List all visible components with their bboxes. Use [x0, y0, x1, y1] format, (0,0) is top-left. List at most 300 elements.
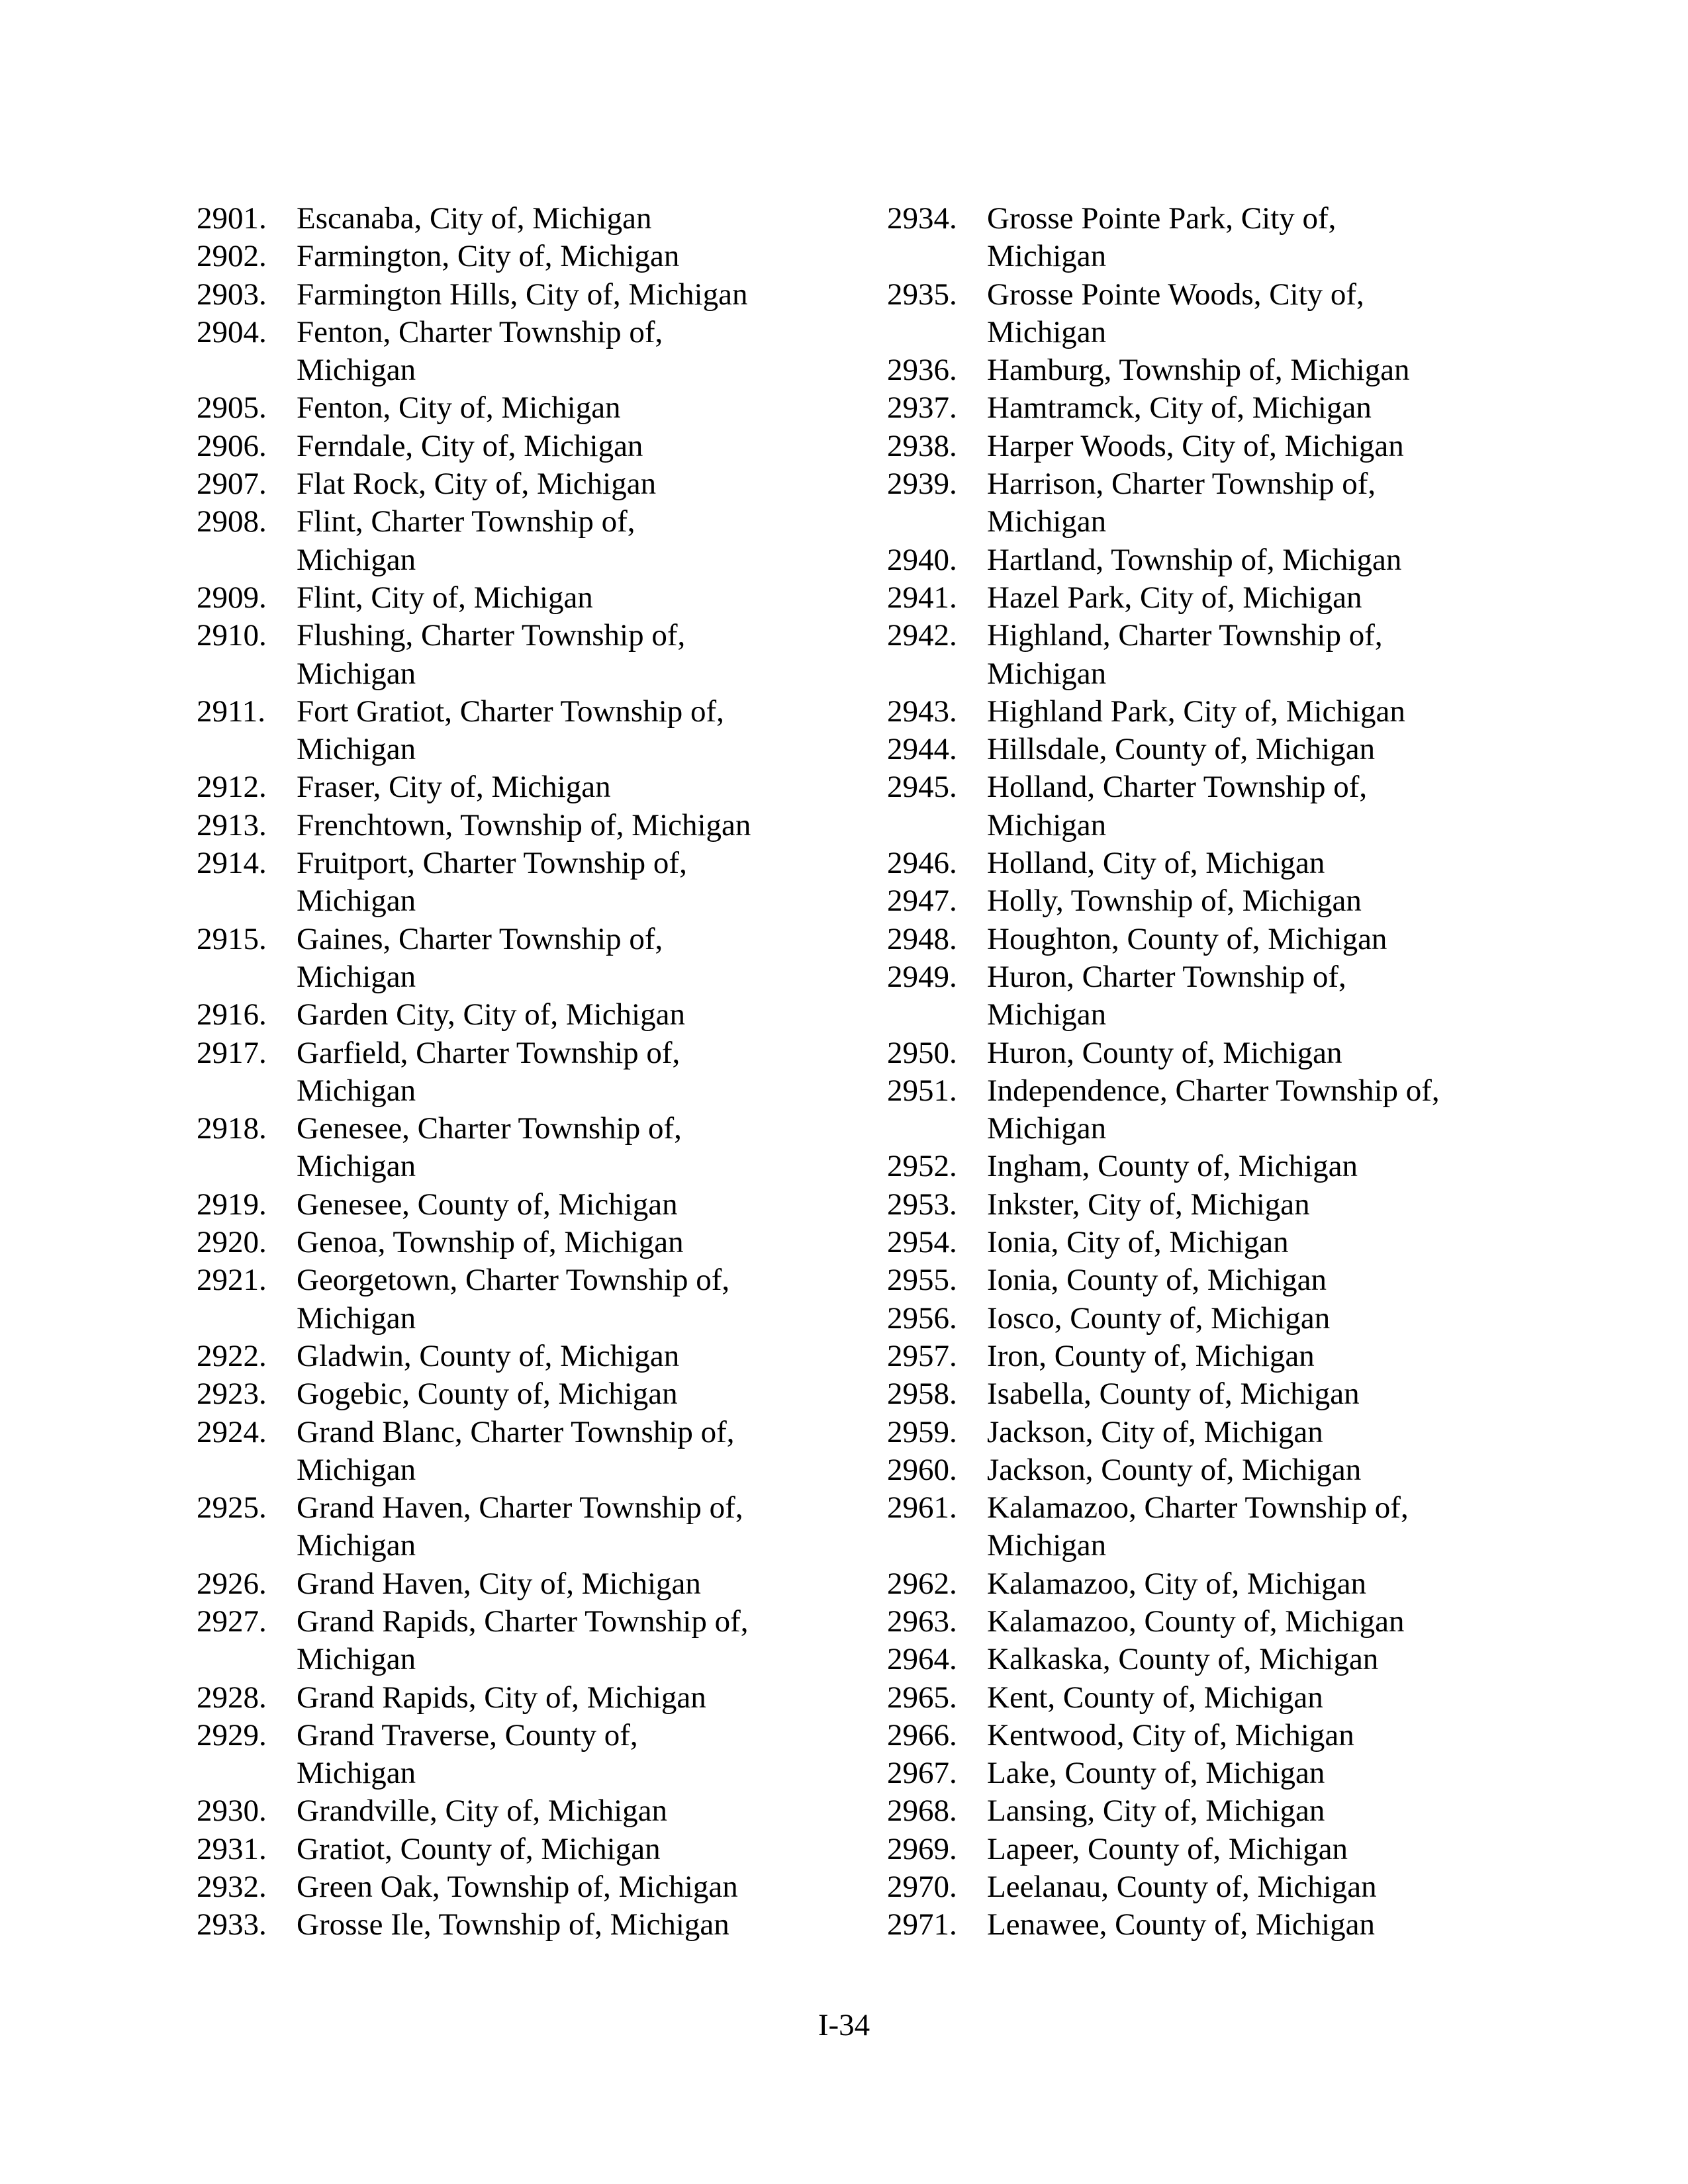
entry-line: Ferndale, City of, Michigan [297, 428, 643, 463]
entry-number: 2943. [887, 694, 957, 729]
entry-name [987, 1148, 1569, 1185]
entry-line: Michigan [297, 1149, 416, 1184]
entry-line: Gaines, Charter Township of, [297, 921, 663, 956]
entry-name [987, 1792, 1569, 1830]
entry-name [297, 1489, 878, 1565]
entry-name [987, 617, 1569, 693]
entry-number: 2949. [887, 959, 957, 994]
entry-number: 2912. [197, 770, 267, 805]
entry-name [297, 428, 878, 465]
entry-line: Michigan [987, 314, 1107, 349]
list-item [887, 1754, 1569, 1792]
list-item [197, 1414, 878, 1490]
entry-line: Michigan [297, 1452, 416, 1487]
entry-number: 2916. [197, 997, 267, 1032]
list-item [887, 844, 1569, 882]
page-number: I-34 [818, 2008, 870, 2042]
entry-number: 2909. [197, 580, 267, 615]
entry-number: 2902. [197, 239, 267, 274]
entry-number: 2955. [887, 1263, 957, 1298]
entry-number: 2918. [197, 1111, 267, 1146]
entry-line: Michigan [987, 656, 1107, 691]
entry-number: 2958. [887, 1377, 957, 1412]
list-item [197, 1224, 878, 1261]
entry-line: Ingham, County of, Michigan [987, 1149, 1358, 1184]
entry-name [297, 1034, 878, 1111]
list-item [887, 465, 1569, 541]
list-item [197, 238, 878, 275]
entry-number: 2928. [197, 1680, 267, 1715]
entry-line: Hamtramck, City of, Michigan [987, 390, 1372, 426]
entry-line: Grand Rapids, City of, Michigan [297, 1680, 706, 1715]
entry-line: Frenchtown, Township of, Michigan [297, 807, 751, 842]
entry-line: Michigan [297, 1300, 416, 1336]
entry-line: Highland Park, City of, Michigan [987, 694, 1405, 729]
list-item [197, 503, 878, 579]
entry-name [297, 1717, 878, 1793]
entry-number: 2942. [887, 618, 957, 653]
entry-number: 2959. [887, 1414, 957, 1449]
entry-number: 2935. [887, 277, 957, 312]
entry-number: 2926. [197, 1566, 267, 1601]
list-item [887, 1072, 1569, 1148]
list-item [197, 768, 878, 806]
entry-number: 2914. [197, 846, 267, 881]
entry-number: 2952. [887, 1149, 957, 1184]
list-item [197, 389, 878, 427]
entry-line: Huron, Charter Township of, [987, 959, 1346, 994]
list-item [887, 1338, 1569, 1375]
entry-line: Kentwood, City of, Michigan [987, 1717, 1354, 1752]
entry-line: Hartland, Township of, Michigan [987, 542, 1402, 577]
left-column [197, 200, 878, 1944]
list-item [197, 579, 878, 617]
entry-name [987, 1603, 1569, 1641]
list-item [887, 1717, 1569, 1754]
entry-number: 2907. [197, 467, 267, 502]
entry-line: Flushing, Charter Township of, [297, 618, 686, 653]
entry-line: Iron, County of, Michigan [987, 1338, 1315, 1373]
entry-name [297, 389, 878, 427]
entry-line: Kent, County of, Michigan [987, 1680, 1323, 1715]
list-item [887, 1451, 1569, 1489]
list-item [887, 693, 1569, 731]
entry-number: 2919. [197, 1187, 267, 1222]
entry-number: 2903. [197, 277, 267, 312]
entry-number: 2910. [197, 618, 267, 653]
entry-number: 2933. [197, 1907, 267, 1942]
entry-number: 2969. [887, 1831, 957, 1866]
entry-number: 2962. [887, 1566, 957, 1601]
list-item [887, 1375, 1569, 1413]
entry-name [987, 1072, 1569, 1148]
entry-number: 2908. [197, 504, 267, 539]
entry-name [297, 276, 878, 314]
entry-name [297, 1261, 878, 1338]
entry-name [987, 1338, 1569, 1375]
entry-name [987, 1717, 1569, 1754]
entry-line: Gladwin, County of, Michigan [297, 1338, 680, 1373]
entry-line: Isabella, County of, Michigan [987, 1377, 1360, 1412]
entry-number: 2966. [887, 1717, 957, 1752]
entry-line: Genesee, County of, Michigan [297, 1187, 678, 1222]
entry-line: Michigan [297, 542, 416, 577]
entry-line: Grosse Pointe Woods, City of, [987, 277, 1364, 312]
entry-number: 2964. [887, 1642, 957, 1677]
entry-number: 2917. [197, 1035, 267, 1070]
list-item [887, 351, 1569, 389]
entry-number: 2905. [197, 390, 267, 426]
list-item [197, 807, 878, 844]
entry-number: 2911. [197, 694, 266, 729]
entry-line: Fort Gratiot, Charter Township of, [297, 694, 724, 729]
list-item [887, 1148, 1569, 1185]
entry-line: Michigan [297, 884, 416, 919]
entry-line: Jackson, County of, Michigan [987, 1452, 1362, 1487]
entry-number: 2931. [197, 1831, 267, 1866]
list-item [887, 1641, 1569, 1678]
entry-line: Hamburg, Township of, Michigan [987, 353, 1410, 388]
entry-name [297, 996, 878, 1034]
list-item [197, 1792, 878, 1830]
entry-number: 2957. [887, 1338, 957, 1373]
entry-number: 2940. [887, 542, 957, 577]
list-item [197, 314, 878, 390]
list-item [197, 1565, 878, 1603]
list-item [197, 1110, 878, 1186]
entry-number: 2906. [197, 428, 267, 463]
entry-name [987, 200, 1569, 276]
entry-name [297, 200, 878, 238]
entry-name [987, 1641, 1569, 1678]
entry-line: Michigan [297, 1642, 416, 1677]
entry-name [987, 1414, 1569, 1451]
entry-line: Holly, Township of, Michigan [987, 884, 1362, 919]
entry-name [297, 1906, 878, 1944]
list-item [887, 1792, 1569, 1830]
list-item [197, 1186, 878, 1224]
list-item [887, 1603, 1569, 1641]
entry-line: Michigan [987, 504, 1107, 539]
list-item [887, 882, 1569, 920]
list-item [887, 389, 1569, 427]
entry-line: Farmington Hills, City of, Michigan [297, 277, 748, 312]
list-item [197, 1679, 878, 1717]
entry-line: Holland, Charter Township of, [987, 770, 1368, 805]
list-item [887, 921, 1569, 958]
entry-number: 2967. [887, 1756, 957, 1791]
entry-line: Fruitport, Charter Township of, [297, 846, 687, 881]
entry-name [987, 731, 1569, 768]
entry-number: 2932. [197, 1870, 267, 1905]
entry-number: 2963. [887, 1604, 957, 1639]
entry-name [987, 844, 1569, 882]
right-column [887, 200, 1569, 1944]
entry-line: Fenton, Charter Township of, [297, 314, 663, 349]
entry-line: Michigan [297, 1528, 416, 1563]
entry-line: Michigan [987, 239, 1107, 274]
entry-line: Lake, County of, Michigan [987, 1756, 1325, 1791]
entry-name [297, 1110, 878, 1186]
entry-line: Michigan [297, 959, 416, 994]
entry-line: Iosco, County of, Michigan [987, 1300, 1331, 1336]
list-item [887, 579, 1569, 617]
entry-number: 2945. [887, 770, 957, 805]
entry-number: 2927. [197, 1604, 267, 1639]
list-item [197, 1603, 878, 1679]
entry-name [987, 1868, 1569, 1906]
entry-number: 2920. [197, 1225, 267, 1260]
entry-line: Harper Woods, City of, Michigan [987, 428, 1404, 463]
entry-line: Leelanau, County of, Michigan [987, 1870, 1377, 1905]
entry-name [987, 1451, 1569, 1489]
list-item [197, 200, 878, 238]
list-item [197, 1906, 878, 1944]
entry-name [297, 1679, 878, 1717]
entry-name [297, 314, 878, 390]
entry-name [297, 1603, 878, 1679]
entry-line: Grosse Ile, Township of, Michigan [297, 1907, 729, 1942]
entry-number: 2921. [197, 1263, 267, 1298]
entry-line: Inkster, City of, Michigan [987, 1187, 1310, 1222]
entry-line: Michigan [297, 1073, 416, 1108]
entry-name [987, 1754, 1569, 1792]
entry-line: Michigan [297, 1756, 416, 1791]
entry-name [987, 1186, 1569, 1224]
list-item [197, 617, 878, 693]
entry-line: Kalamazoo, County of, Michigan [987, 1604, 1405, 1639]
entry-name [297, 465, 878, 503]
entry-number: 2938. [887, 428, 957, 463]
entry-line: Michigan [297, 353, 416, 388]
entry-number: 2941. [887, 580, 957, 615]
entry-line: Fraser, City of, Michigan [297, 770, 611, 805]
entry-line: Grand Rapids, Charter Township of, [297, 1604, 749, 1639]
entry-number: 2947. [887, 884, 957, 919]
entry-name [987, 921, 1569, 958]
entry-line: Garfield, Charter Township of, [297, 1035, 680, 1070]
entry-name [297, 1792, 878, 1830]
entry-number: 2924. [197, 1414, 267, 1449]
entry-name [297, 768, 878, 806]
entry-line: Michigan [987, 807, 1107, 842]
entry-name [987, 1224, 1569, 1261]
list-item [197, 844, 878, 921]
entry-name [987, 428, 1569, 465]
entry-name [297, 1414, 878, 1490]
list-item [197, 1261, 878, 1338]
list-item [887, 1565, 1569, 1603]
list-item [887, 731, 1569, 768]
entry-number: 2946. [887, 846, 957, 881]
entry-line: Grand Haven, City of, Michigan [297, 1566, 701, 1601]
entry-line: Flint, City of, Michigan [297, 580, 593, 615]
entry-line: Jackson, City of, Michigan [987, 1414, 1323, 1449]
entry-number: 2913. [197, 807, 267, 842]
entry-number: 2954. [887, 1225, 957, 1260]
entry-line: Lenawee, County of, Michigan [987, 1907, 1376, 1942]
list-item [887, 1489, 1569, 1565]
entry-name [987, 958, 1569, 1034]
entry-line: Independence, Charter Township of, [987, 1073, 1440, 1108]
entry-name [987, 1679, 1569, 1717]
entry-line: Gogebic, County of, Michigan [297, 1377, 678, 1412]
entry-name [297, 1831, 878, 1868]
list-item [887, 276, 1569, 352]
list-item [197, 276, 878, 314]
list-item [887, 1034, 1569, 1072]
entry-name [987, 1261, 1569, 1299]
list-item [887, 1414, 1569, 1451]
entry-number: 2922. [197, 1338, 267, 1373]
entry-name [987, 541, 1569, 579]
entry-name [297, 617, 878, 693]
entry-line: Houghton, County of, Michigan [987, 921, 1387, 956]
entry-line: Gratiot, County of, Michigan [297, 1831, 661, 1866]
entry-name [297, 1186, 878, 1224]
entry-number: 2968. [887, 1794, 957, 1829]
list-item [887, 1679, 1569, 1717]
entry-line: Grand Haven, Charter Township of, [297, 1490, 743, 1525]
entry-line: Kalkaska, County of, Michigan [987, 1642, 1379, 1677]
entry-line: Highland, Charter Township of, [987, 618, 1383, 653]
list-item [197, 693, 878, 769]
entry-number: 2925. [197, 1490, 267, 1525]
list-item [197, 1831, 878, 1868]
list-item [887, 768, 1569, 844]
entry-line: Grosse Pointe Park, City of, [987, 201, 1336, 236]
entry-name [987, 465, 1569, 541]
entry-line: Flint, Charter Township of, [297, 504, 635, 539]
entry-number: 2961. [887, 1490, 957, 1525]
entry-number: 2923. [197, 1377, 267, 1412]
list-item [197, 1868, 878, 1906]
entry-name [297, 807, 878, 844]
list-item [887, 1831, 1569, 1868]
entry-line: Huron, County of, Michigan [987, 1035, 1342, 1070]
entry-name [987, 351, 1569, 389]
entry-number: 2934. [887, 201, 957, 236]
entry-number: 2951. [887, 1073, 957, 1108]
entry-name [987, 579, 1569, 617]
entry-name [987, 768, 1569, 844]
list-item [197, 1338, 878, 1375]
entry-line: Ionia, County of, Michigan [987, 1263, 1327, 1298]
entry-name [987, 1831, 1569, 1868]
list-item [887, 200, 1569, 276]
entry-name [987, 1375, 1569, 1413]
entry-number: 2939. [887, 467, 957, 502]
list-item [197, 996, 878, 1034]
entry-line: Kalamazoo, Charter Township of, [987, 1490, 1409, 1525]
entry-name [987, 1489, 1569, 1565]
entry-name [987, 1300, 1569, 1338]
entry-number: 2901. [197, 201, 267, 236]
list-item [197, 921, 878, 997]
entry-number: 2936. [887, 353, 957, 388]
entry-line: Grandville, City of, Michigan [297, 1794, 667, 1829]
entry-number: 2950. [887, 1035, 957, 1070]
entry-number: 2965. [887, 1680, 957, 1715]
entry-line: Grand Traverse, County of, [297, 1717, 638, 1752]
entry-line: Ionia, City of, Michigan [987, 1225, 1289, 1260]
list-item [887, 1224, 1569, 1261]
list-item [887, 1906, 1569, 1944]
entry-line: Michigan [297, 732, 416, 767]
entry-number: 2956. [887, 1300, 957, 1336]
entry-line: Garden City, City of, Michigan [297, 997, 685, 1032]
entry-number: 2953. [887, 1187, 957, 1222]
entry-line: Lansing, City of, Michigan [987, 1794, 1325, 1829]
entry-number: 2904. [197, 314, 267, 349]
entry-name [297, 1375, 878, 1413]
entry-line: Michigan [987, 1528, 1107, 1563]
entry-name [297, 1868, 878, 1906]
entry-line: Fenton, City of, Michigan [297, 390, 621, 426]
list-item [197, 1717, 878, 1793]
entry-line: Grand Blanc, Charter Township of, [297, 1414, 735, 1449]
entry-name [987, 276, 1569, 352]
entry-number: 2929. [197, 1717, 267, 1752]
entry-line: Genoa, Township of, Michigan [297, 1225, 684, 1260]
list-item [887, 1186, 1569, 1224]
entry-name [297, 693, 878, 769]
entry-number: 2970. [887, 1870, 957, 1905]
entry-line: Georgetown, Charter Township of, [297, 1263, 730, 1298]
entry-name [297, 1565, 878, 1603]
entry-line: Kalamazoo, City of, Michigan [987, 1566, 1366, 1601]
entry-line: Hillsdale, County of, Michigan [987, 732, 1376, 767]
list-item [887, 1261, 1569, 1299]
entry-number: 2915. [197, 921, 267, 956]
entry-line: Escanaba, City of, Michigan [297, 201, 652, 236]
entry-name [297, 503, 878, 579]
list-item [887, 541, 1569, 579]
entry-name [987, 389, 1569, 427]
entry-name [297, 238, 878, 275]
entry-number: 2930. [197, 1794, 267, 1829]
entry-name [987, 693, 1569, 731]
entry-number: 2960. [887, 1452, 957, 1487]
list-item [887, 958, 1569, 1034]
entry-name [987, 1906, 1569, 1944]
list-item [197, 1489, 878, 1565]
entry-number: 2948. [887, 921, 957, 956]
entry-line: Michigan [987, 1111, 1107, 1146]
list-item [887, 1868, 1569, 1906]
entry-line: Hazel Park, City of, Michigan [987, 580, 1362, 615]
entry-number: 2937. [887, 390, 957, 426]
entry-line: Holland, City of, Michigan [987, 846, 1325, 881]
entry-line: Green Oak, Township of, Michigan [297, 1870, 738, 1905]
list-item [887, 428, 1569, 465]
entry-line: Flat Rock, City of, Michigan [297, 467, 657, 502]
list-item [887, 1300, 1569, 1338]
entry-line: Genesee, Charter Township of, [297, 1111, 682, 1146]
entry-name [297, 844, 878, 921]
list-item [197, 1375, 878, 1413]
list-item [887, 617, 1569, 693]
list-item [197, 428, 878, 465]
list-item [197, 465, 878, 503]
entry-line: Farmington, City of, Michigan [297, 239, 680, 274]
entry-line: Lapeer, County of, Michigan [987, 1831, 1348, 1866]
entry-line: Michigan [297, 656, 416, 691]
entry-line: Harrison, Charter Township of, [987, 467, 1376, 502]
entry-line: Michigan [987, 997, 1107, 1032]
entry-name [987, 1034, 1569, 1072]
entry-number: 2971. [887, 1907, 957, 1942]
